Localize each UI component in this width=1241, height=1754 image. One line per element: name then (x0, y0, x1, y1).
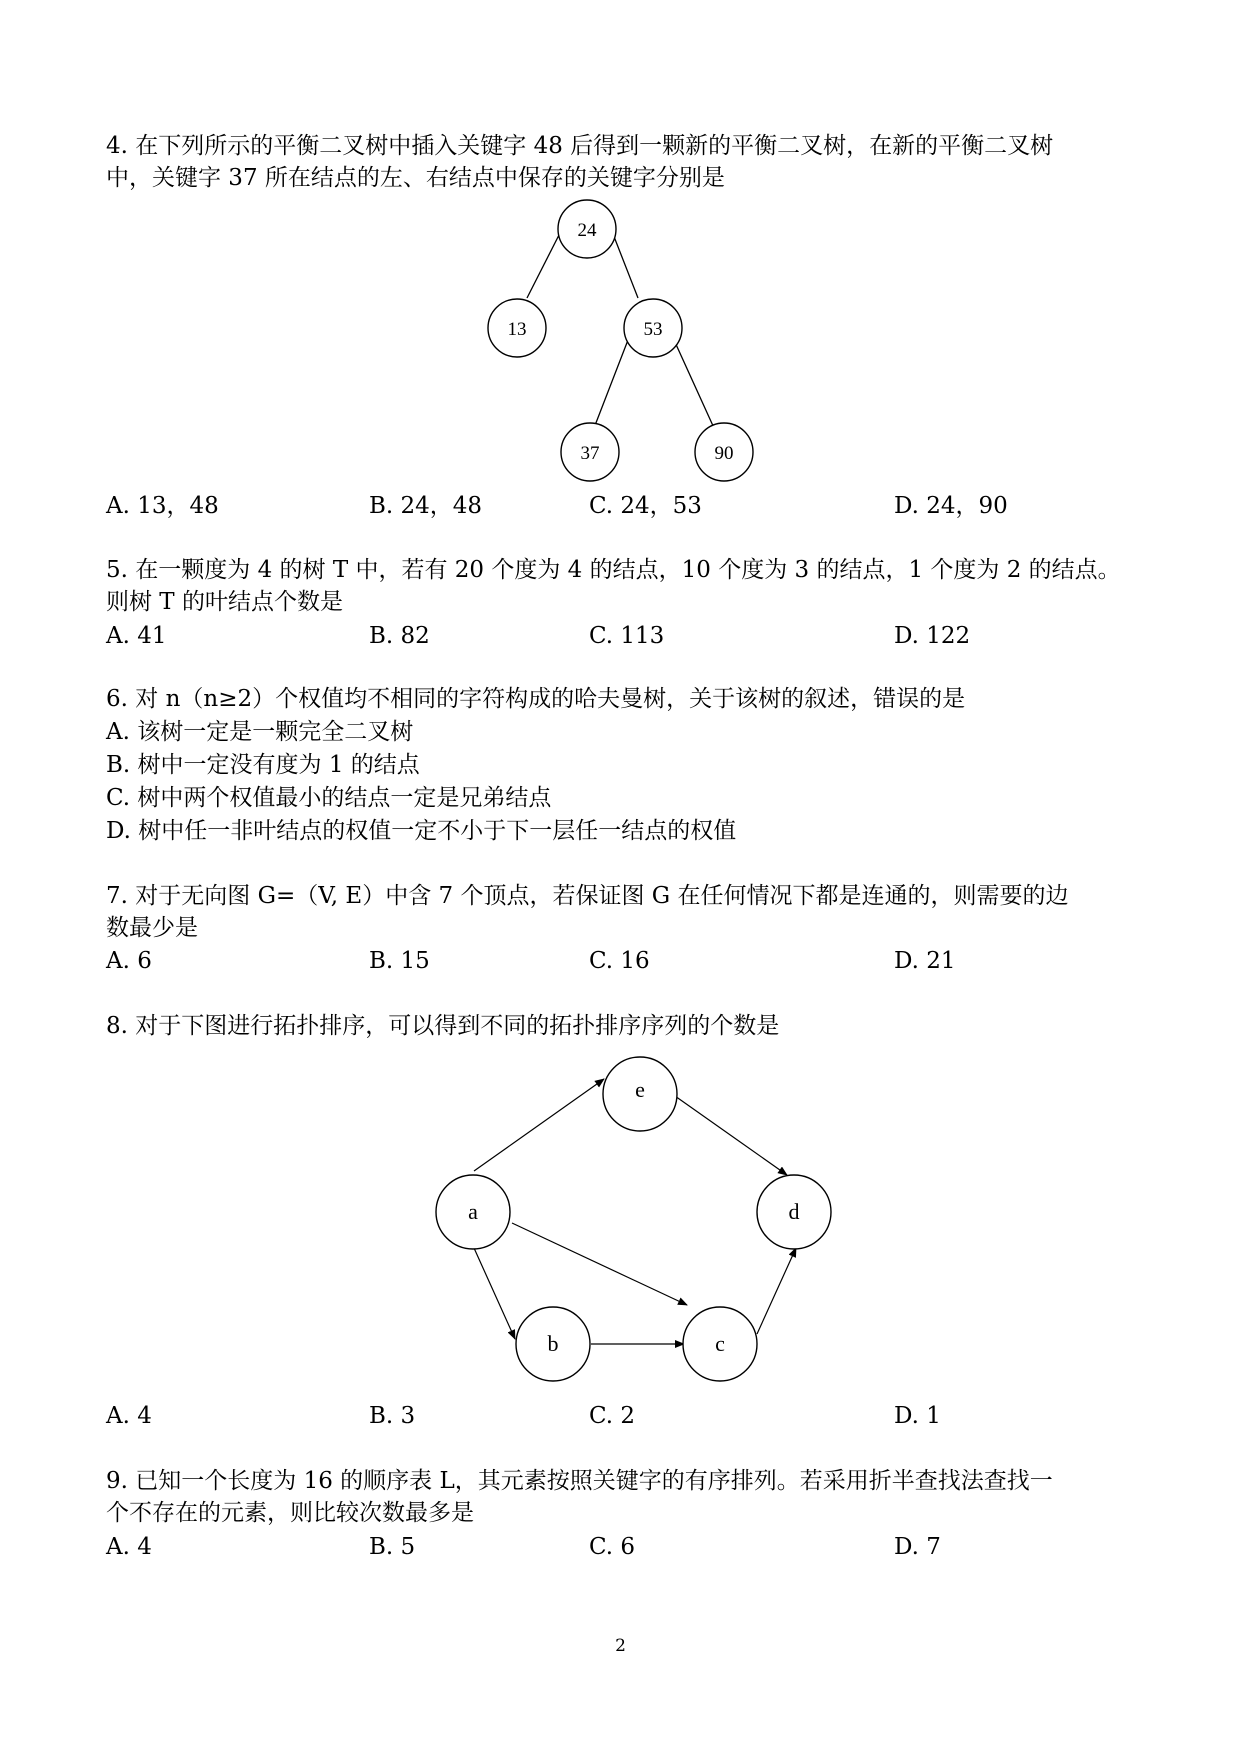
q5-line2: 则树 T 的叶结点个数是 (106, 589, 343, 615)
page-number: 2 (615, 1636, 626, 1656)
graph-edge-a-b (474, 1248, 515, 1339)
tree-edge-53-90 (674, 340, 714, 428)
q9-option-a: A. 4 (106, 1534, 152, 1560)
q7-option-c: C. 16 (589, 948, 650, 974)
q7-option-b: B. 15 (369, 948, 430, 974)
q7-line1: 7. 对于无向图 G=（V, E）中含 7 个顶点，若保证图 G 在任何情况下都是连通的，则需要的边 (106, 883, 1069, 909)
q5-option-a: A. 41 (106, 623, 167, 649)
q4-option-d: D. 24，90 (894, 493, 1008, 519)
q5-option-c: C. 113 (589, 623, 665, 649)
graph-edge-c-d (757, 1248, 796, 1334)
tree-label-13: 13 (507, 319, 527, 340)
q9-option-b: B. 5 (369, 1534, 416, 1560)
graph-label-a: a (468, 1199, 478, 1224)
q9-line2: 个不存在的元素，则比较次数最多是 (106, 1500, 474, 1526)
q8-option-b: B. 3 (369, 1403, 416, 1429)
q8-option-d: D. 1 (894, 1403, 941, 1429)
q4-option-a: A. 13，48 (106, 493, 219, 519)
q9-line1: 9. 已知一个长度为 16 的顺序表 L，其元素按照关键字的有序排列。若采用折半查找法查找一 (106, 1468, 1053, 1494)
graph-label-d: d (788, 1199, 800, 1224)
q7-line2: 数最少是 (106, 915, 198, 941)
tree-label-53: 53 (643, 319, 663, 340)
graph-edge-a-e (474, 1079, 604, 1171)
q8-option-c: C. 2 (589, 1403, 636, 1429)
q5-line1: 5. 在一颗度为 4 的树 T 中，若有 20 个度为 4 的结点，10 个度为 3 的结点，1 个度为 2 的结点。 (106, 557, 1121, 583)
q7-option-a: A. 6 (106, 948, 152, 974)
graph-label-c: c (715, 1331, 725, 1356)
q7-option-d: D. 21 (894, 948, 956, 974)
q6-choice-b: B. 树中一定没有度为 1 的结点 (106, 752, 420, 778)
q4-option-c: C. 24，53 (589, 493, 702, 519)
q4-option-b: B. 24，48 (369, 493, 483, 519)
tree-label-24: 24 (577, 220, 597, 241)
tree-label-90: 90 (714, 443, 734, 464)
q9-option-d: D. 7 (894, 1534, 941, 1560)
graph-label-e: e (635, 1077, 645, 1102)
q8-option-a: A. 4 (106, 1403, 152, 1429)
q6-line1: 6. 对 n（n≥2）个权值均不相同的字符构成的哈夫曼树，关于该树的叙述，错误的是 (106, 686, 966, 712)
q6-choice-a: A. 该树一定是一颗完全二叉树 (106, 719, 414, 745)
q5-option-b: B. 82 (369, 623, 430, 649)
q8-dag-diagram (0, 1040, 1241, 1380)
q6-choice-c: C. 树中两个权值最小的结点一定是兄弟结点 (106, 785, 552, 811)
q4-line2: 中，关键字 37 所在结点的左、右结点中保存的关键字分别是 (106, 165, 725, 191)
q4-avl-tree-diagram (0, 190, 1241, 490)
tree-edge-24-13 (527, 233, 560, 298)
tree-edge-24-53 (613, 234, 638, 298)
tree-edge-53-37 (594, 340, 628, 428)
q6-choice-d: D. 树中任一非叶结点的权值一定不小于下一层任一结点的权值 (106, 818, 737, 844)
graph-edge-e-d (675, 1096, 787, 1175)
tree-label-37: 37 (580, 443, 600, 464)
q9-option-c: C. 6 (589, 1534, 636, 1560)
q8-line1: 8. 对于下图进行拓扑排序，可以得到不同的拓扑排序序列的个数是 (106, 1013, 780, 1039)
graph-edge-a-c (512, 1223, 687, 1305)
q4-line1: 4. 在下列所示的平衡二叉树中插入关键字 48 后得到一颗新的平衡二叉树，在新的平衡二叉树 (106, 133, 1054, 159)
graph-label-b: b (547, 1331, 559, 1356)
q5-option-d: D. 122 (894, 623, 971, 649)
